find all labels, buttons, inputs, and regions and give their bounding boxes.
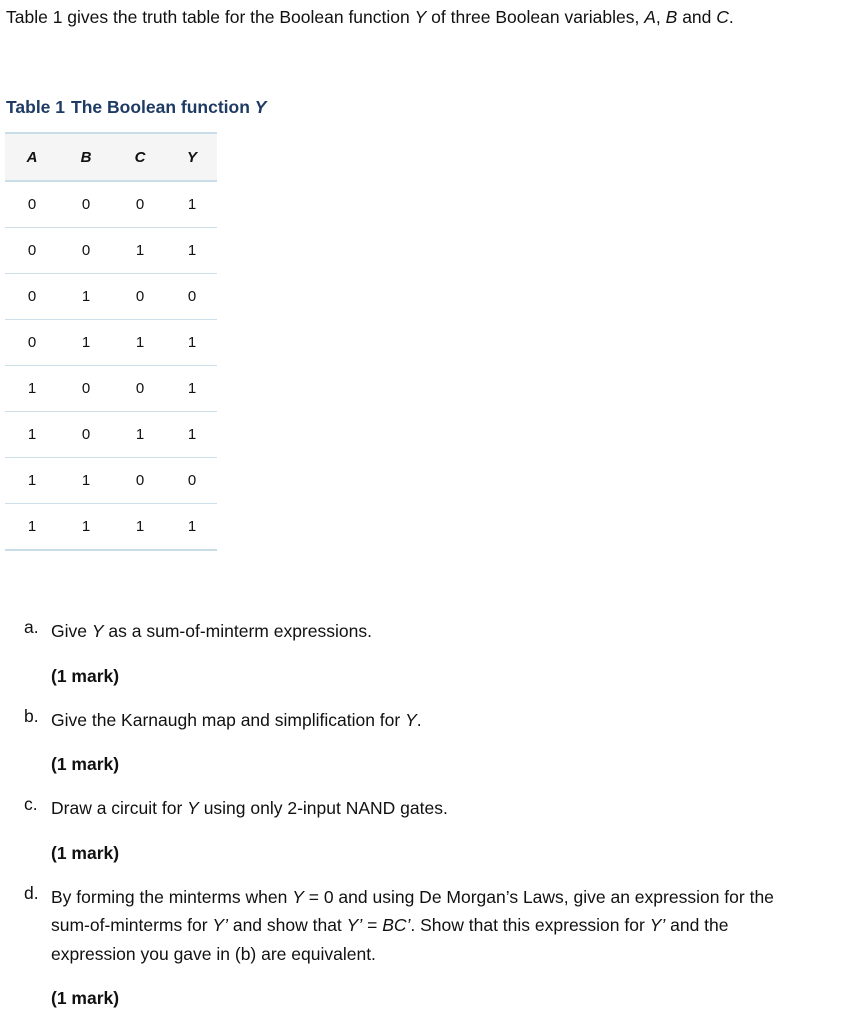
- header-y: Y: [167, 133, 217, 181]
- intro-paragraph: Table 1 gives the truth table for the Boolean function Y of three Boolean variables, A, B and C.: [6, 7, 734, 27]
- var-a: A: [644, 7, 656, 27]
- cell-c: 0: [113, 274, 167, 320]
- var-c: C: [716, 7, 729, 27]
- cell-c: 1: [113, 504, 167, 551]
- cell-b: 0: [59, 181, 113, 228]
- question-text: Draw a circuit for Y using only 2-input NAND gates.: [51, 798, 448, 818]
- table-header-row: [5, 133, 217, 181]
- header-a: A: [5, 133, 59, 181]
- question-letter: a.: [24, 617, 39, 637]
- question-text: Give the Karnaugh map and simplification for Y.: [51, 709, 422, 730]
- header-c: C: [113, 133, 167, 181]
- table-row: [5, 228, 217, 274]
- cell-a: 1: [5, 504, 59, 551]
- cell-y: 1: [167, 504, 217, 551]
- cell-a: 1: [5, 366, 59, 412]
- cell-c: 1: [113, 412, 167, 458]
- cell-c: 1: [113, 320, 167, 366]
- question-text: By forming the minterms when Y = 0 and using De Morgan’s Laws, give an expression for the sum-of-minterms for Y’ and show that Y’ = BC’. Show that this expression for Y’ and the expression you gave in (b) are equivalent.: [51, 886, 774, 964]
- cell-y: 1: [167, 366, 217, 412]
- question-text: Give Y as a sum-of-minterm expressions.: [51, 621, 372, 641]
- cell-b: 0: [59, 412, 113, 458]
- table-label: Table 1: [6, 97, 66, 117]
- cell-y: 0: [167, 458, 217, 504]
- mark-label: (1 mark): [51, 665, 120, 686]
- table-caption: [6, 97, 266, 118]
- cell-y: 1: [167, 228, 217, 274]
- cell-a: 0: [5, 320, 59, 366]
- cell-y: 1: [167, 181, 217, 228]
- cell-c: 0: [113, 458, 167, 504]
- cell-a: 1: [5, 412, 59, 458]
- cell-a: 0: [5, 274, 59, 320]
- question-d: [24, 883, 794, 1009]
- var-y: Y: [414, 7, 427, 27]
- table-row: [5, 320, 217, 366]
- table-title: The Boolean function Y: [71, 97, 267, 117]
- question-letter: c.: [24, 794, 38, 814]
- mark-label: (1 mark): [51, 842, 120, 863]
- cell-b: 1: [59, 274, 113, 320]
- header-b: B: [59, 133, 113, 181]
- mark-label: (1 mark): [51, 988, 120, 1008]
- cell-a: 0: [5, 181, 59, 228]
- cell-y: 0: [167, 274, 217, 320]
- question-list: [24, 617, 794, 1028]
- question-letter: d.: [24, 882, 39, 903]
- cell-a: 0: [5, 228, 59, 274]
- question-letter: b.: [24, 705, 39, 726]
- cell-a: 1: [5, 458, 59, 504]
- question-c: [24, 794, 794, 863]
- cell-b: 1: [59, 458, 113, 504]
- cell-b: 1: [59, 504, 113, 551]
- cell-y: 1: [167, 412, 217, 458]
- question-a: [24, 617, 794, 686]
- cell-b: 0: [59, 228, 113, 274]
- cell-c: 0: [113, 366, 167, 412]
- table-row: [5, 366, 217, 412]
- cell-b: 0: [59, 366, 113, 412]
- question-b: [24, 706, 794, 775]
- mark-label: (1 mark): [51, 754, 120, 774]
- table-row: [5, 181, 217, 228]
- truth-table: [5, 132, 217, 551]
- var-b: B: [665, 7, 678, 27]
- cell-c: 0: [113, 181, 167, 228]
- cell-y: 1: [167, 320, 217, 366]
- cell-c: 1: [113, 228, 167, 274]
- table-row: [5, 458, 217, 504]
- table-row: [5, 274, 217, 320]
- table-row: [5, 504, 217, 551]
- table-row: [5, 412, 217, 458]
- cell-b: 1: [59, 320, 113, 366]
